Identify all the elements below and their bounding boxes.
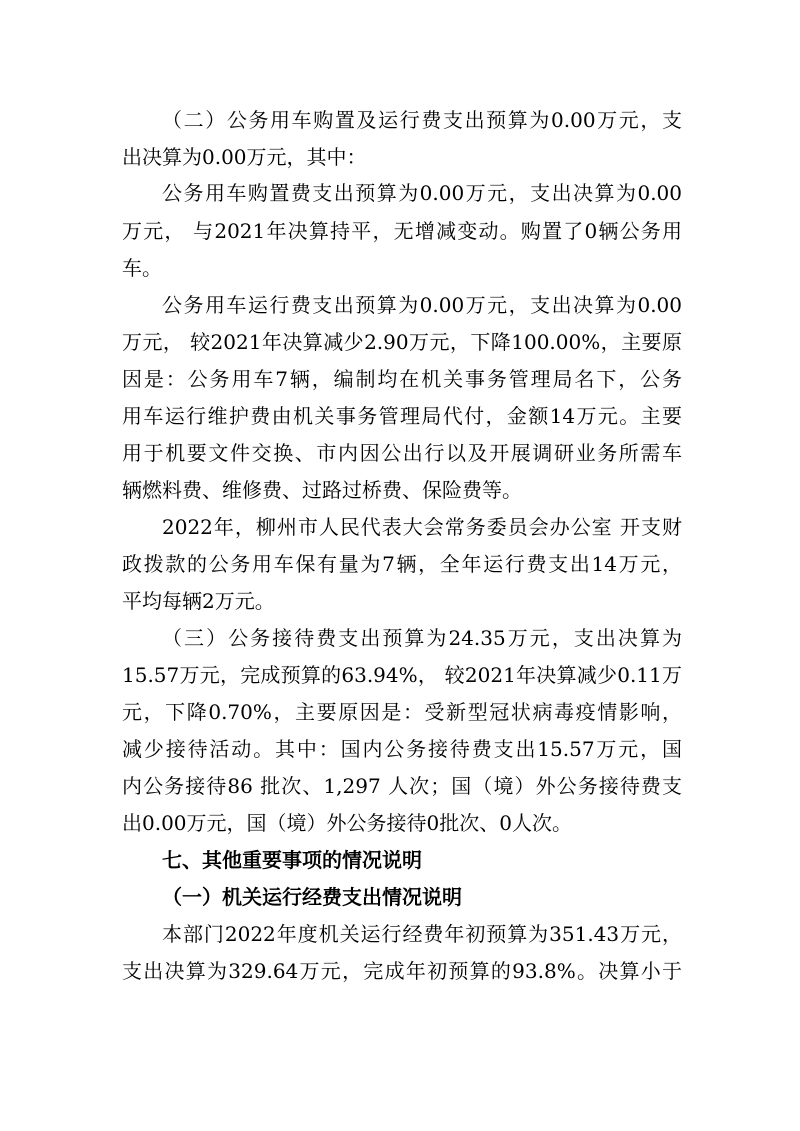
- paragraph-line: 用车运行维护费由机关事务管理局代付，金额14万元。主要: [122, 404, 682, 428]
- paragraph-line: 出0.00万元，国（境）外公务接待0批次、0人次。: [122, 811, 572, 835]
- paragraph-line: 公务用车运行费支出预算为0.00万元，支出决算为0.00: [162, 293, 682, 317]
- paragraph-line: （二）公务用车购置及运行费支出预算为0.00万元，支: [162, 108, 682, 132]
- paragraph-line: 公务用车购置费支出预算为0.00万元，支出决算为0.00: [162, 181, 682, 205]
- paragraph-line: 平均每辆2万元。: [122, 589, 275, 613]
- paragraph-line: （三）公务接待费支出预算为24.35万元，支出决算为: [162, 626, 682, 650]
- paragraph-line: 辆燃料费、维修费、过路过桥费、保险费等。: [122, 478, 522, 502]
- paragraph-line: 15.57万元，完成预算的63.94%， 较2021年决算减少0.11万: [122, 663, 682, 687]
- paragraph-line: 减少接待活动。其中：国内公务接待费支出15.57万元，国: [122, 737, 682, 761]
- paragraph-line: 支出决算为329.64万元，完成年初预算的93.8%。决算小于: [122, 959, 682, 983]
- section-heading: 七、其他重要事项的情况说明: [162, 848, 422, 872]
- paragraph-line: 本部门2022年度机关运行经费年初预算为351.43万元，: [162, 922, 682, 946]
- paragraph-line: 2022年，柳州市人民代表大会常务委员会办公室 开支财: [162, 515, 682, 539]
- paragraph-line: 车。: [122, 256, 162, 280]
- paragraph-line: 万元， 与2021年决算持平，无增减变动。购置了0辆公务用: [122, 219, 682, 243]
- paragraph-line: 万元， 较2021年决算减少2.90万元，下降100.00%，主要原: [122, 330, 682, 354]
- paragraph-line: 出决算为0.00万元，其中：: [122, 145, 367, 169]
- subsection-heading: （一）机关运行经费支出情况说明: [162, 885, 462, 909]
- paragraph-line: 因是：公务用车7辆，编制均在机关事务管理局名下，公务: [122, 367, 682, 391]
- paragraph-line: 用于机要文件交换、市内因公出行以及开展调研业务所需车: [122, 441, 682, 465]
- paragraph-line: 政拨款的公务用车保有量为7辆，全年运行费支出14万元，: [122, 552, 682, 576]
- paragraph-line: 内公务接待86 批次、1,297 人次；国（境）外公务接待费支: [122, 774, 682, 798]
- paragraph-line: 元，下降0.70%，主要原因是：受新型冠状病毒疫情影响，: [122, 700, 682, 724]
